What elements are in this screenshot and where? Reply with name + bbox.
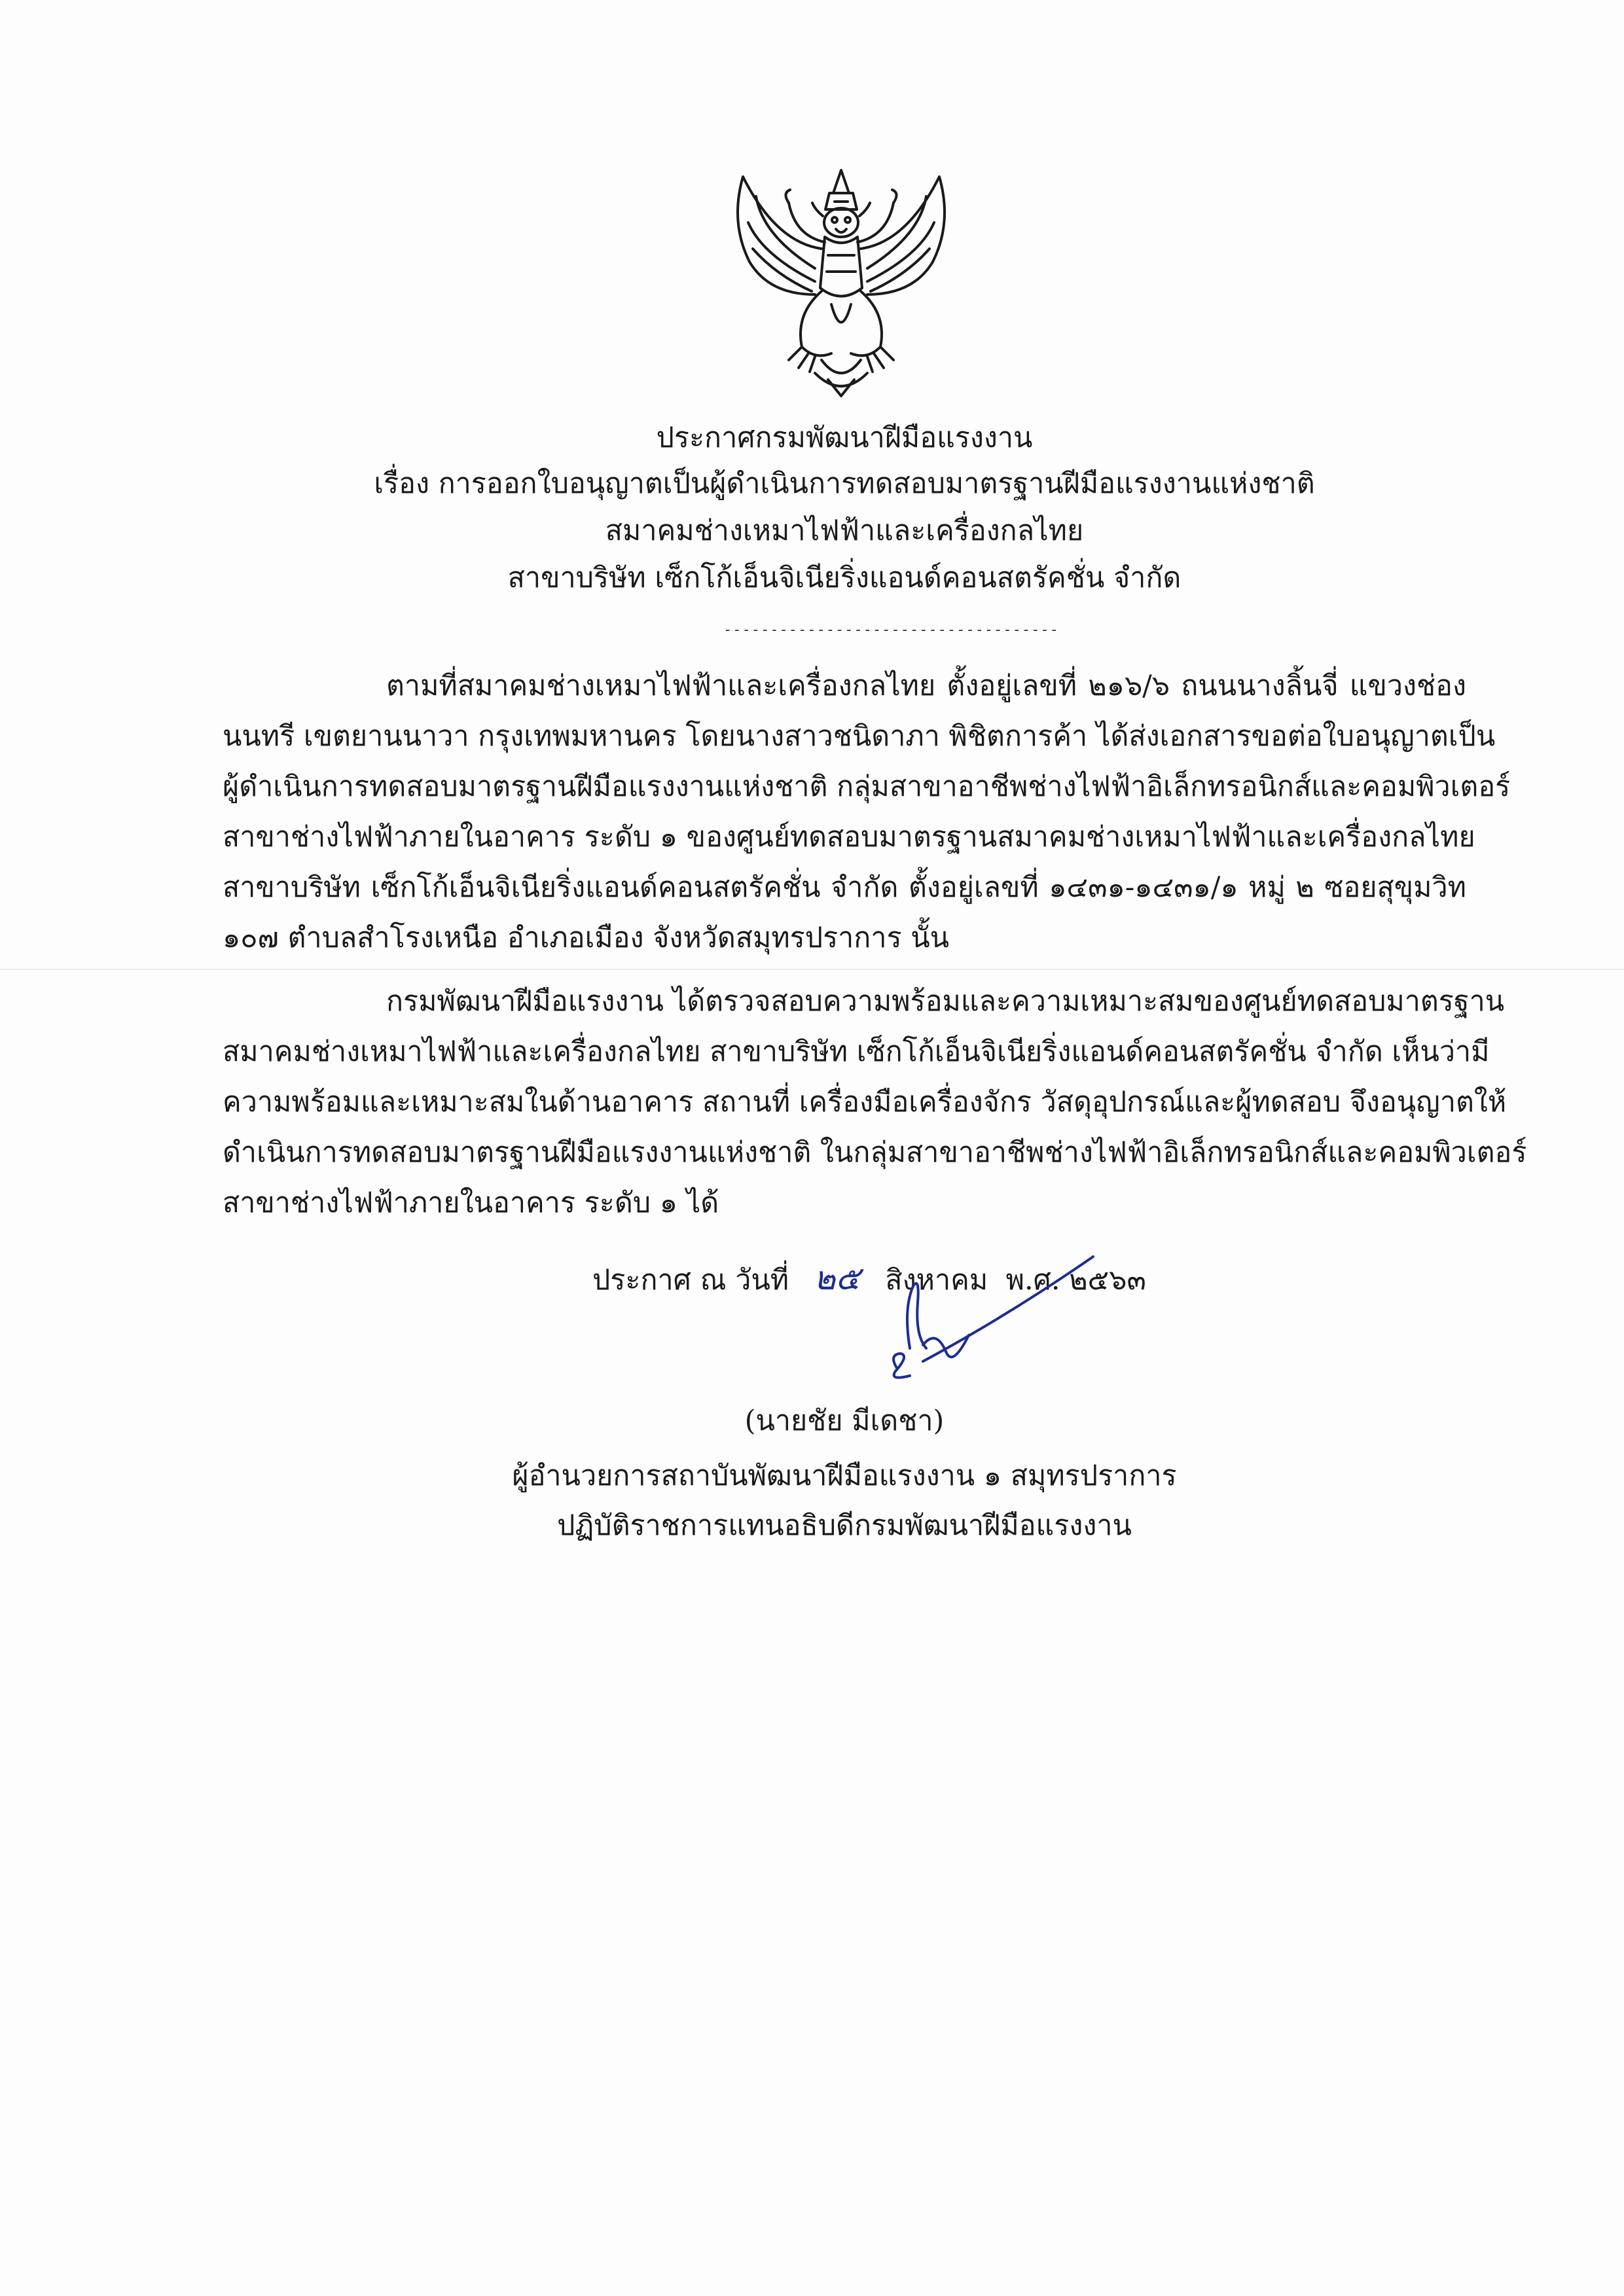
signatory-name: (นายชัย มีเดชา) [744,1405,945,1437]
signature-scribble-icon [812,1237,1178,1407]
paragraph-line: สาขาบริษัท เซ็กโก้เอ็นจิเนียริ่งแอนด์คอนสตรัคชั่น จำกัด ตั้งอยู่เลขที่ ๑๔๓๑-๑๔๓๑/๑ หมู่ ๒ ซอยสุขุมวิท [223,871,1466,904]
branch-name: สาขาบริษัท เซ็กโก้เอ็นจิเนียริ่งแอนด์คอนสตรัคชั่น จำกัด [507,562,1182,594]
paper-fold-line [0,969,1624,970]
paragraph-line: กรมพัฒนาฝีมือแรงงาน ได้ตรวจสอบความพร้อมและความเหมาะสมของศูนย์ทดสอบมาตรฐาน [386,985,1505,1018]
paragraph-line: สาขาช่างไฟฟ้าภายในอาคาร ระดับ ๑ ของศูนย์ทดสอบมาตรฐานสมาคมช่างเหมาไฟฟ้าและเครื่องกลไทย [223,821,1475,853]
paragraph-line: ดำเนินการทดสอบมาตรฐานฝีมือแรงงานแห่งชาติ ในกลุ่มสาขาอาชีพช่างไฟฟ้าอิเล็กทรอนิกส์และคอมพิวเตอร์ [223,1136,1527,1169]
date-year: พ.ศ. ๒๕๖๓ [1005,1264,1146,1297]
paragraph-line: สาขาช่างไฟฟ้าภายในอาคาร ระดับ ๑ ได้ [223,1187,719,1219]
paragraph-line: ผู้ดำเนินการทดสอบมาตรฐานฝีมือแรงงานแห่งชาติ กลุ่มสาขาอาชีพช่างไฟฟ้าอิเล็กทรอนิกส์และคอมพิวเตอร์ [223,770,1511,803]
announcement-issuer: ประกาศกรมพัฒนาฝีมือแรงงาน [656,422,1033,454]
paragraph-request [223,661,1511,963]
announcement-subject: เรื่อง การออกใบอนุญาตเป็นผู้ดำเนินการทดสอบมาตรฐานฝีมือแรงงานแห่งชาติ [374,467,1315,500]
paragraph-line: นนทรี เขตยานนาวา กรุงเทพมหานคร โดยนางสาวชนิดาภา พิชิตการค้า ได้ส่งเอกสารขอต่อใบอนุญาตเป็น [223,720,1496,753]
paragraph-line: ความพร้อมและเหมาะสมในด้านอาคาร สถานที่ เครื่องมือเครื่องจักร วัสดุอุปกรณ์และผู้ทดสอบ จึงอนุญาตให้ [223,1086,1507,1119]
date-day-handwritten: ๒๕ [814,1259,861,1297]
paragraph-line: สมาคมช่างเหมาไฟฟ้าและเครื่องกลไทย สาขาบริษัท เซ็กโก้เอ็นจิเนียริ่งแอนด์คอนสตรัคชั่น จำกัด เห็นว่ามี [223,1035,1490,1068]
paragraph-approval [223,977,1527,1229]
date-month: สิงหาคม [885,1264,988,1297]
header-divider: ------------------------------------ [723,622,1059,638]
signatory-position: ผู้อำนวยการสถาบันพัฒนาฝีมือแรงงาน ๑ สมุทรปราการ [512,1460,1177,1492]
paragraph-line: ตามที่สมาคมช่างเหมาไฟฟ้าและเครื่องกลไทย ตั้งอยู่เลขที่ ๒๑๖/๖ ถนนนางลิ้นจี่ แขวงช่อง [386,670,1466,702]
association-name: สมาคมช่างเหมาไฟฟ้าและเครื่องกลไทย [605,514,1084,547]
signatory-acting-for: ปฏิบัติราชการแทนอธิบดีกรมพัฒนาฝีมือแรงงาน [557,1509,1132,1542]
date-prefix: ประกาศ ณ วันที่ [592,1264,789,1297]
paragraph-line: ๑๐๗ ตำบลสำโรงเหนือ อำเภอเมือง จังหวัดสมุทรปราการ นั้น [223,922,950,954]
garuda-emblem-icon [717,164,965,406]
